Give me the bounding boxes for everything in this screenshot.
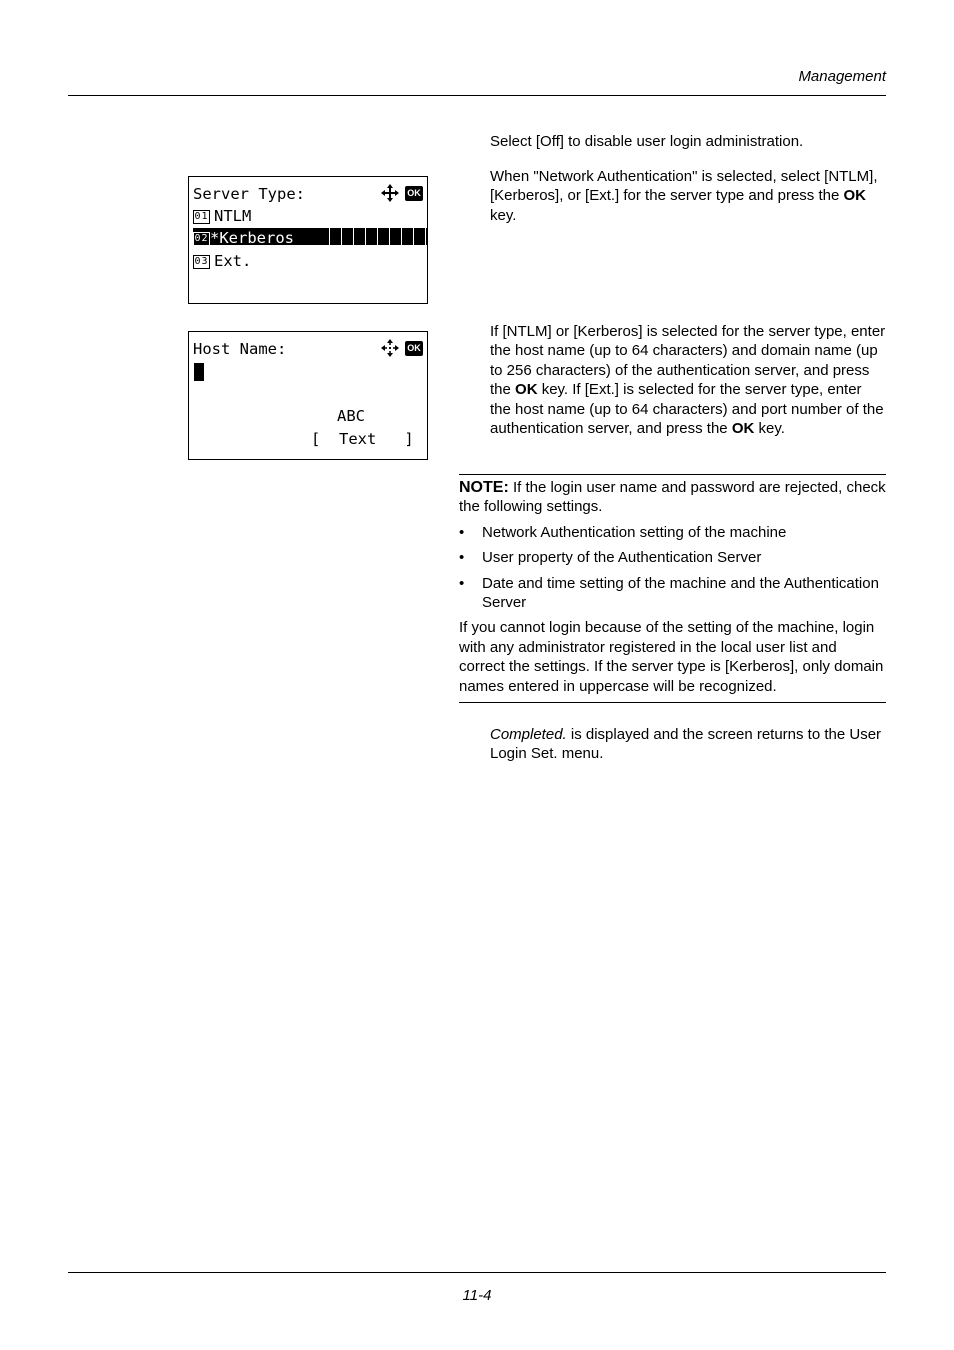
step-off-text: Select [Off] to disable user login administration. [490,133,804,150]
ok-icon: OK [405,341,423,356]
lcd-option-kerberos: 02*Kerberos [194,229,294,247]
note-intro: NOTE: If the login user name and password are rejected, check the following settings. [459,479,886,516]
option-number-badge: 01 [194,210,209,222]
option-number-badge: 02 [194,232,209,244]
ok-icon: OK [405,186,423,201]
note-list [459,523,886,613]
navigation-arrows-icon [381,184,399,202]
note-list-item: • User property of the Authentication Server [459,548,886,567]
footer-rule [68,1272,886,1273]
note-label: NOTE: [459,479,509,496]
header-rule [68,95,886,96]
lcd-option-ext: 03 Ext. [194,252,252,270]
page-number: 11-4 [462,1287,492,1304]
note-top-rule [459,474,886,475]
lcd-title: Host Name: [193,340,287,358]
note-list-item: • Network Authentication setting of the machine [459,523,886,542]
lcd-option-ntlm: 01 NTLM [194,207,252,225]
step-server-type-text: When "Network Authentication" is selected, select [NTLM], [Kerberos], or [Ext.] for the server type and press the OK key. [490,168,878,224]
completed-text: Completed. is displayed and the screen returns to the User Login Set. menu. [490,726,882,763]
text-cursor [194,363,204,381]
note-bottom-rule [459,702,886,703]
option-number-badge: 03 [194,255,209,267]
note-footer: If you cannot login because of the setting of the machine, login with any administrator registered in the local user list and correct the settings. If the server type is [Kerberos], only domain names entered in uppercase will be recognized. [459,619,884,695]
navigation-arrows-icon [381,339,399,357]
note-list-item: • Date and time setting of the machine and the Authentication Server [459,574,886,613]
step-host-name-text: If [NTLM] or [Kerberos] is selected for the server type, enter the host name (up to 64 characters) and domain name (up to 256 characters) of the authentication server, and press the OK key. If [Ext.] is selected for the server type, enter the host name (up to 64 characters) and port number of the authentication server, and press the OK key. [490,323,886,438]
ok-key-label: OK [843,187,866,205]
input-mode-indicator: ABC [337,407,365,425]
lcd-host-name-screen [188,331,428,460]
lcd-server-type-screen [188,176,428,304]
running-header: Management [798,68,886,85]
note-block [459,478,886,696]
lcd-title: Server Type: [193,185,305,203]
text-softkey: [ Text ] [311,430,414,448]
